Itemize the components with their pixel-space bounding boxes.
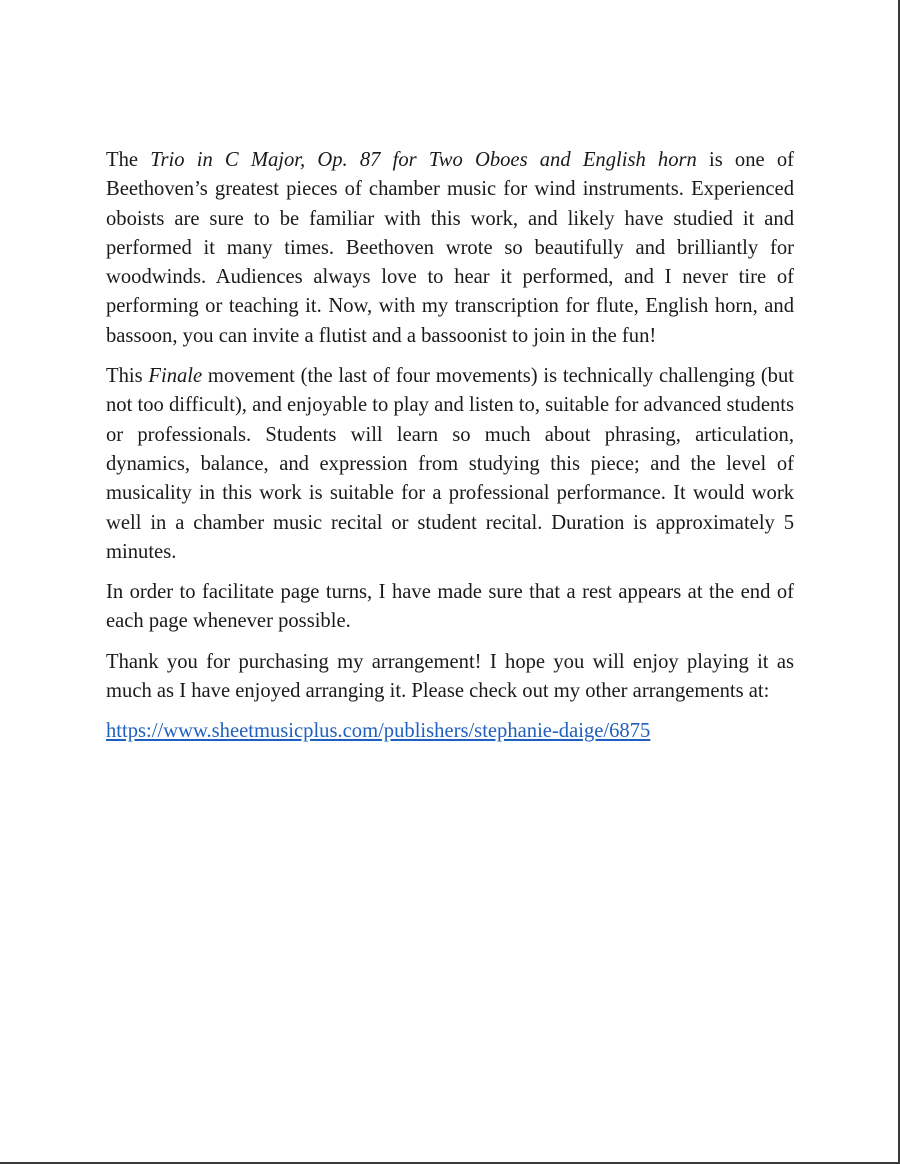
publisher-link[interactable]: https://www.sheetmusicplus.com/publishers/stephanie-daige/6875 bbox=[106, 720, 651, 743]
intro-paragraph bbox=[106, 146, 794, 351]
intro-lead-text: The bbox=[106, 149, 151, 171]
finale-body-text: movement (the last of four movements) is technically challenging (but not too difficult), and enjoyable to play and listen to, suitable for advanced students or professionals. Students will learn so much about phrasing, articulation, dynamics, balance, and expression from studying this piece; and the level of musicality in this work is suitable for a professional performance. It would work well in a chamber music recital or student recital. Duration is approximately 5 minutes. bbox=[106, 365, 794, 563]
link-paragraph bbox=[106, 717, 794, 746]
finale-italic: Finale bbox=[148, 365, 203, 388]
finale-lead-text: This bbox=[106, 365, 149, 388]
thank-you-paragraph: Thank you for purchasing my arrangement! I hope you will enjoy playing it as much as I have enjoyed arranging it. Please check out my other arrangements at: bbox=[106, 650, 794, 703]
trio-title-italic: Trio in C Major, Op. 87 for Two Oboes and English horn bbox=[150, 149, 697, 171]
document-body bbox=[106, 146, 794, 758]
page-turns-paragraph: In order to facilitate page turns, I have made sure that a rest appears at the end of each page whenever possible. bbox=[106, 581, 794, 633]
finale-paragraph bbox=[106, 362, 794, 567]
intro-body-text: is one of Beethoven’s greatest pieces of chamber music for wind instruments. Experienced oboists are sure to be familiar with this work, and likely have studied it and performed it many times. Beethoven wrote so beautifully and brilliantly for woodwinds. Audiences always love to hear it performed, and I never tire of performing or teaching it. Now, with my transcription for flute, English horn, and bassoon, you can invite a flutist and a bassoonist to join in the fun! bbox=[106, 149, 794, 347]
